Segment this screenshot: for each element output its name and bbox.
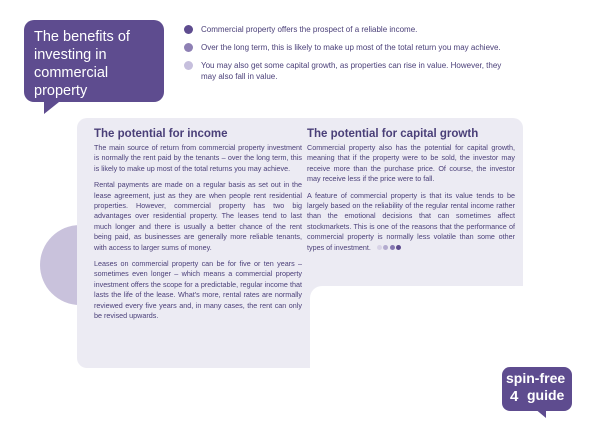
bullet-text: Commercial property offers the prospect of a reliable income.	[201, 25, 418, 34]
page-number: 4	[510, 388, 519, 405]
logo-free-text: free	[539, 370, 566, 386]
income-column	[94, 128, 302, 328]
capital-growth-paragraph-1: Commercial property also has the potential for capital growth, meaning that if the property were to be sold, the investor may receive more than the purchase price. Of course, the investor may receive less if the price were to fall.	[307, 143, 515, 184]
dot-icon	[390, 245, 395, 250]
income-paragraph-3: Leases on commercial property can be for five or ten years – sometimes even longer – which means a commercial property investment offers the scope for a predictable, regular income that lasts the life of the lease. What's more, rental rates are normally reviewed every five years and, in many cases, the rent can only be revised upwards.	[94, 259, 302, 321]
title-bubble	[24, 20, 164, 102]
bullet-text: You may also get some capital growth, as properties can rise in value. However, they may also fall in value.	[201, 61, 502, 81]
logo-text-line1	[506, 370, 565, 386]
panel-notch	[310, 286, 523, 368]
logo-spin-text: spin-	[506, 370, 540, 386]
income-paragraph-1: The main source of return from commercial property investment is normally the rent paid by the tenants – over the long term, this is likely to make up most of the total returns you may achieve.	[94, 143, 302, 173]
title-bubble-tail	[44, 98, 64, 114]
dot-icon	[396, 245, 401, 250]
bullet-dot-icon	[184, 61, 193, 70]
key-points-list	[184, 24, 514, 89]
decorative-dots	[377, 243, 403, 253]
dot-icon	[377, 245, 382, 250]
page-title: The benefits of investing in commercial property	[34, 29, 130, 99]
logo-guide-text: guide	[527, 387, 565, 403]
bullet-text: Over the long term, this is likely to make up most of the total return you may achieve.	[201, 43, 501, 52]
list-item	[184, 60, 514, 82]
list-item	[184, 24, 514, 35]
bullet-dot-icon	[184, 43, 193, 52]
income-heading: The potential for income	[94, 128, 228, 140]
capital-growth-paragraph-2	[307, 191, 515, 254]
capital-growth-paragraph-2-text: A feature of commercial property is that its value tends to be largely based on the reliability of the regular rental income rather than the emotional decisions that can sometimes affect stockmarkets. This is one of the reasons that the performance of commercial property is normally less volatile than some other types of investment.	[307, 190, 515, 252]
list-item	[184, 42, 514, 53]
bullet-dot-icon	[184, 25, 193, 34]
logo-bubble-tail	[534, 408, 546, 418]
dot-icon	[383, 245, 388, 250]
capital-growth-heading: The potential for capital growth	[307, 128, 479, 140]
income-paragraph-2: Rental payments are made on a regular basis as set out in the lease agreement, just as they are when people rent residential properties. However, commercial property has two big advantages over residential property. The leases tend to last much longer and there is usually a better chance of the rent being paid, as businesses are generally more reliable tenants, with access to larger sums of money.	[94, 180, 302, 252]
capital-growth-column	[307, 128, 515, 259]
